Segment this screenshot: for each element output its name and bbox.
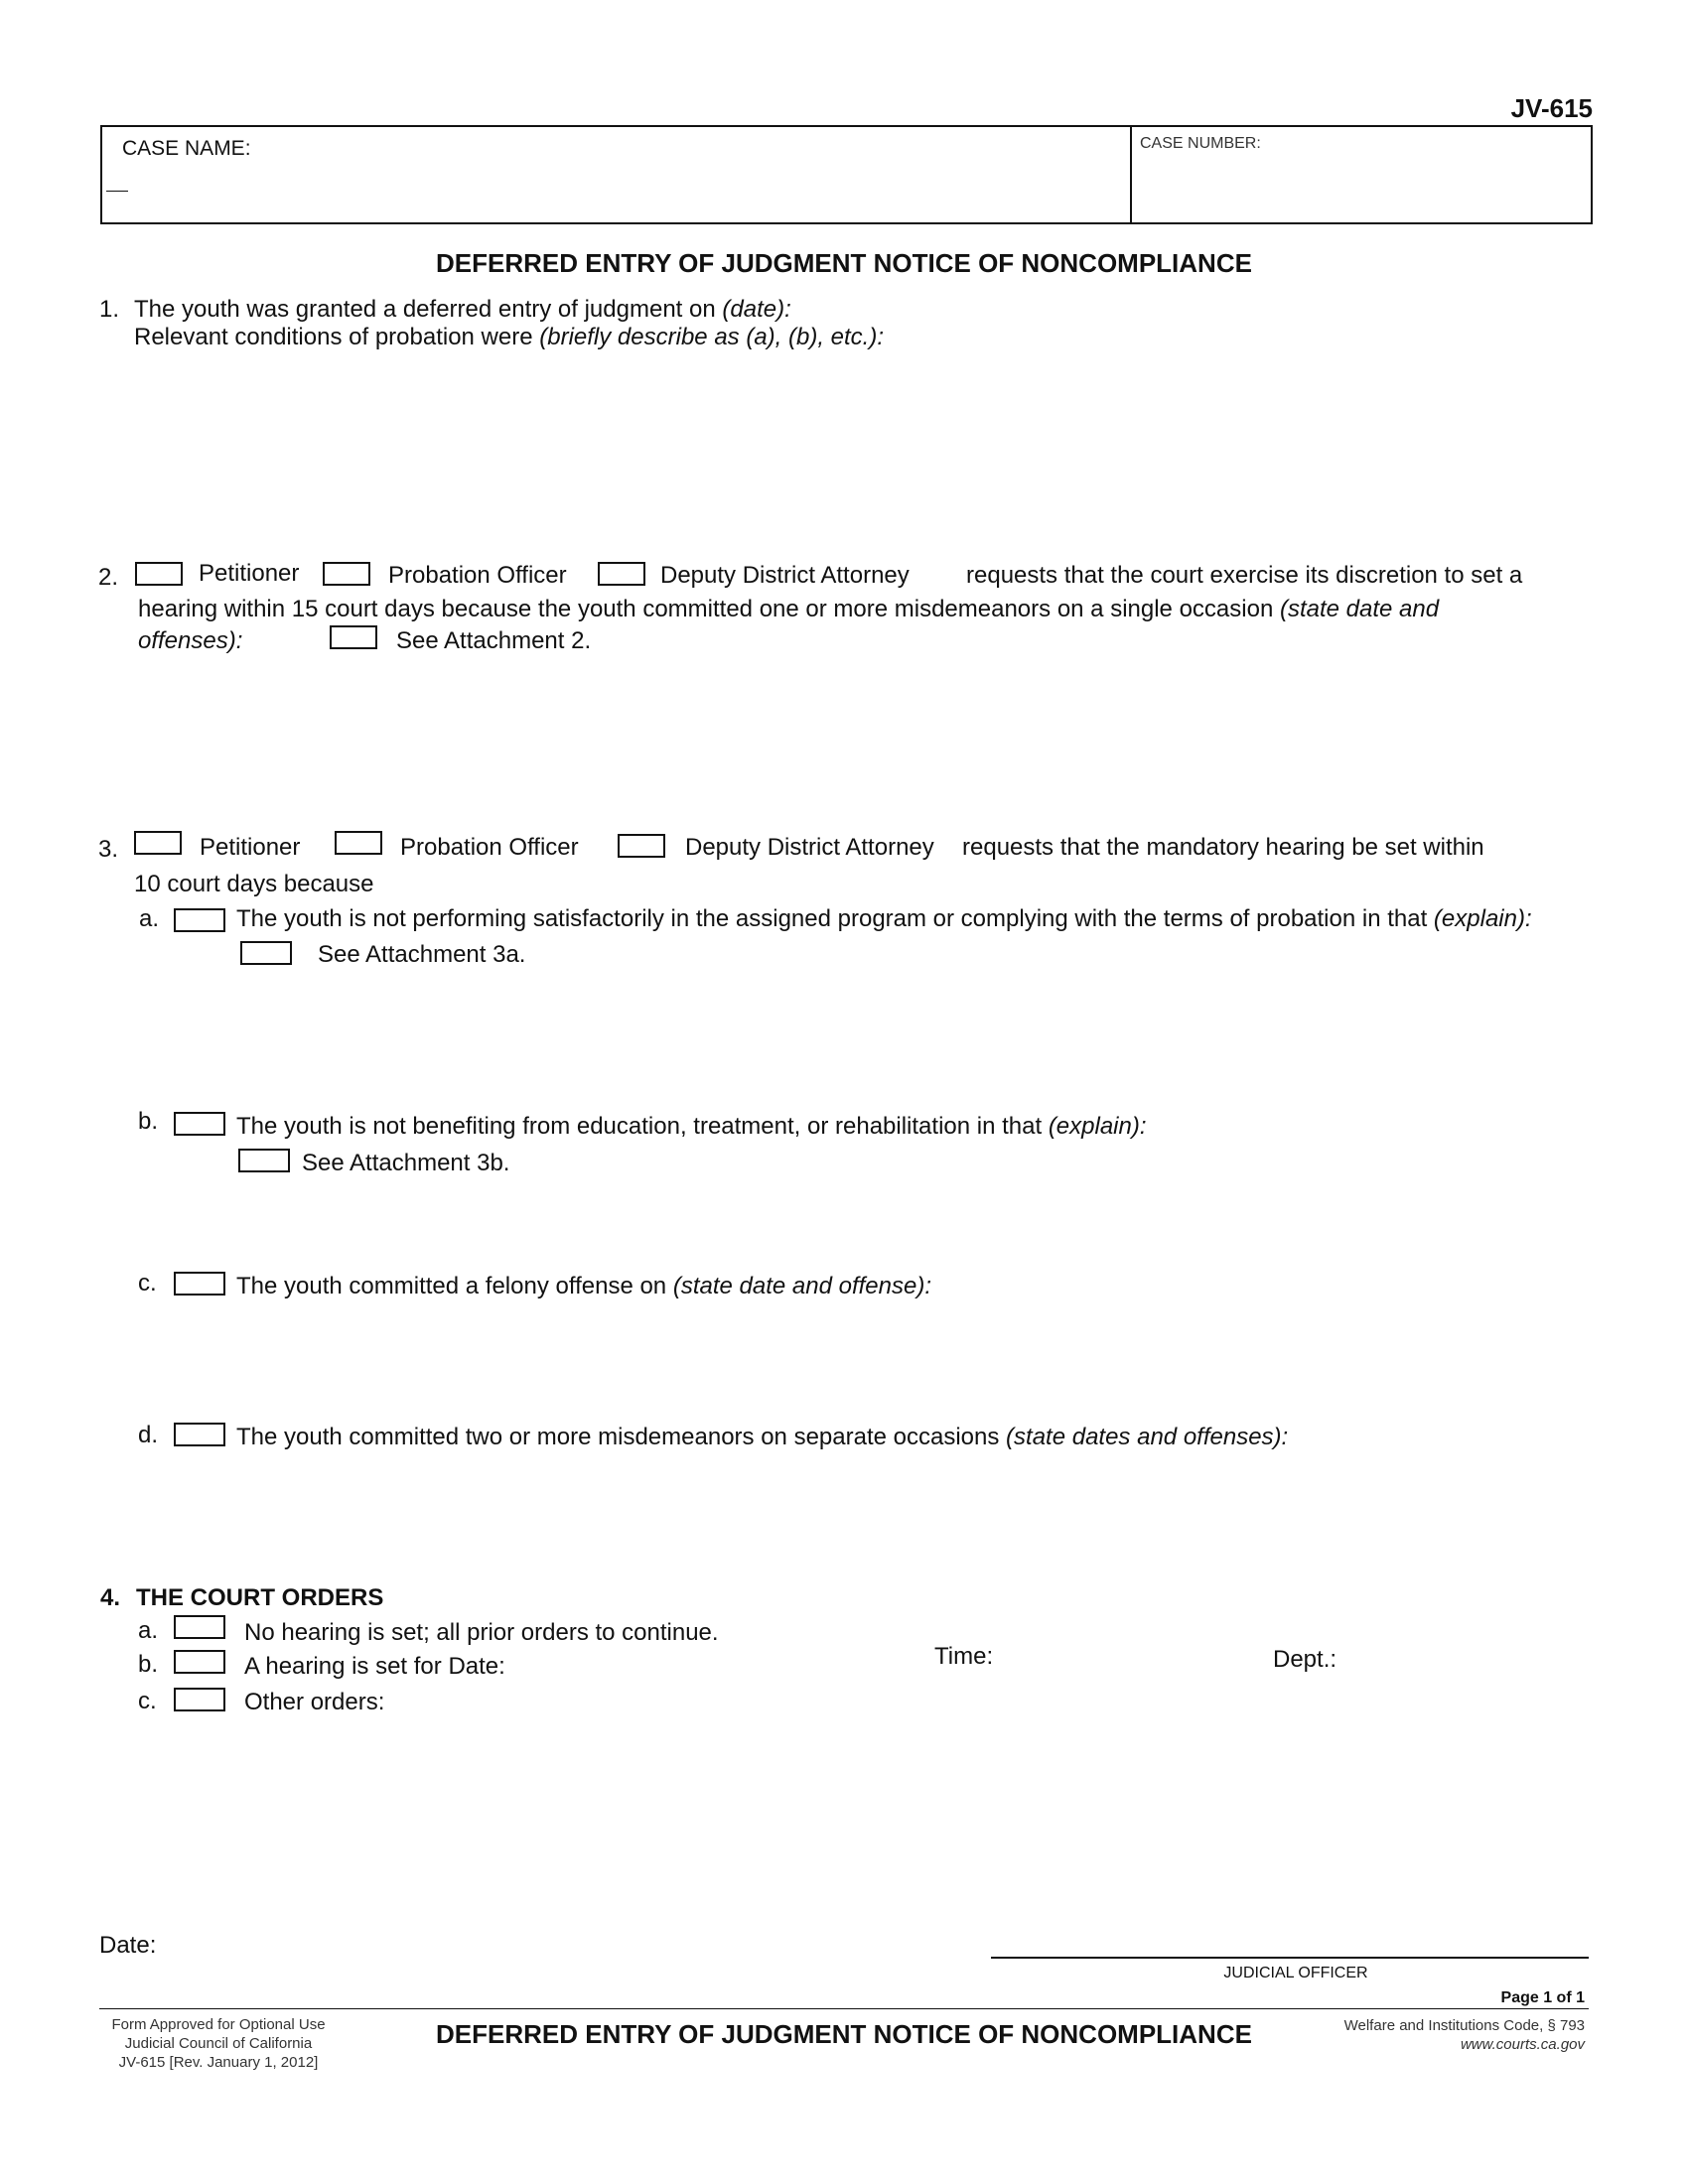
item1-conditions-hint: (briefly describe as (a), (b), etc.): bbox=[539, 324, 885, 350]
item2-hint-part1: (state date and bbox=[1279, 596, 1440, 622]
page-number: Page 1 of 1 bbox=[1500, 1989, 1585, 2006]
item3d-hint: (state dates and offenses): bbox=[1006, 1424, 1289, 1450]
case-name-field[interactable] bbox=[102, 127, 1130, 222]
item2-text-line2: hearing within 15 court days because the youth committed one or more misdemeanors on a single occasion bbox=[138, 596, 1274, 622]
item3c-letter: c. bbox=[138, 1270, 157, 1297]
case-name-underline bbox=[106, 191, 128, 192]
item2-probation-officer-checkbox[interactable] bbox=[323, 562, 370, 586]
item4b-dept-label: Dept.: bbox=[1273, 1646, 1337, 1673]
footer-title: DEFERRED ENTRY OF JUDGMENT NOTICE OF NONCOMPLIANCE bbox=[436, 2019, 1252, 2049]
signature-line[interactable] bbox=[991, 1957, 1589, 1959]
item3c-hint: (state date and offense): bbox=[672, 1273, 931, 1299]
judicial-officer-label: JUDICIAL OFFICER bbox=[1223, 1965, 1368, 1981]
item3d-checkbox[interactable] bbox=[174, 1423, 225, 1446]
case-header-box bbox=[100, 125, 1593, 224]
item3a-hint: (explain): bbox=[1433, 905, 1532, 932]
case-name-label: CASE NAME: bbox=[122, 137, 251, 160]
item3d-line bbox=[236, 1424, 1288, 1451]
item3d-letter: d. bbox=[138, 1422, 159, 1448]
item3-probation-officer-checkbox[interactable] bbox=[335, 831, 382, 855]
item4a-checkbox[interactable] bbox=[174, 1615, 225, 1639]
item4-number: 4. bbox=[100, 1584, 121, 1611]
item3b-attachment-label: See Attachment 3b. bbox=[302, 1150, 510, 1176]
item4b-checkbox[interactable] bbox=[174, 1650, 225, 1674]
item1-text: The youth was granted a deferred entry of judgment on bbox=[134, 296, 716, 323]
item1-conditions-text: Relevant conditions of probation were bbox=[134, 324, 533, 350]
item3b-hint: (explain): bbox=[1048, 1113, 1147, 1140]
item3b-checkbox[interactable] bbox=[174, 1112, 225, 1136]
item3a-attachment-label: See Attachment 3a. bbox=[318, 941, 526, 968]
item3-dda-label: Deputy District Attorney bbox=[685, 834, 934, 861]
item2-line2 bbox=[138, 596, 1439, 623]
item1-line1 bbox=[134, 296, 791, 324]
item3c-checkbox[interactable] bbox=[174, 1272, 225, 1296]
item1-line2 bbox=[134, 324, 884, 351]
item1-number: 1. bbox=[99, 296, 120, 323]
form-id: JV-615 bbox=[1510, 93, 1593, 123]
item3-text-line1: requests that the mandatory hearing be set within bbox=[962, 834, 1484, 861]
item3c-text: The youth committed a felony offense on bbox=[236, 1273, 667, 1299]
item2-attachment-label: See Attachment 2. bbox=[396, 627, 592, 654]
item3-dda-checkbox[interactable] bbox=[618, 834, 665, 858]
item3b-text: The youth is not benefiting from education, treatment, or rehabilitation in that bbox=[236, 1113, 1043, 1140]
footer-website-link[interactable]: www.courts.ca.gov bbox=[1460, 2036, 1585, 2053]
item3d-text: The youth committed two or more misdemeanors on separate occasions bbox=[236, 1424, 1000, 1450]
form-title: DEFERRED ENTRY OF JUDGMENT NOTICE OF NONCOMPLIANCE bbox=[436, 248, 1252, 278]
item3-text-line2: 10 court days because bbox=[134, 871, 374, 897]
item2-text-line1: requests that the court exercise its discretion to set a bbox=[966, 562, 1523, 589]
footer-left-line2: Judicial Council of California bbox=[124, 2035, 313, 2052]
item4c-text: Other orders: bbox=[244, 1689, 385, 1715]
item2-petitioner-label: Petitioner bbox=[199, 560, 300, 587]
item3c-line bbox=[236, 1273, 931, 1300]
item2-petitioner-checkbox[interactable] bbox=[135, 562, 183, 586]
case-number-field[interactable] bbox=[1132, 127, 1591, 222]
item3b-letter: b. bbox=[138, 1108, 159, 1135]
item3a-text: The youth is not performing satisfactorily in the assigned program or complying with the terms of probation in that bbox=[236, 905, 1428, 932]
footer-rule bbox=[99, 2008, 1589, 2009]
item3a-letter: a. bbox=[139, 905, 160, 932]
footer-statute: Welfare and Institutions Code, § 793 bbox=[1343, 2017, 1585, 2034]
item4c-checkbox[interactable] bbox=[174, 1688, 225, 1711]
item4b-text: A hearing is set for Date: bbox=[244, 1653, 505, 1680]
item3b-attachment-checkbox[interactable] bbox=[238, 1149, 290, 1172]
footer-left-line3: JV-615 [Rev. January 1, 2012] bbox=[118, 2054, 319, 2071]
item3b-line bbox=[236, 1113, 1147, 1141]
item3-petitioner-checkbox[interactable] bbox=[134, 831, 182, 855]
item2-number: 2. bbox=[98, 564, 119, 591]
item4c-letter: c. bbox=[138, 1688, 157, 1714]
item4b-time-label: Time: bbox=[934, 1643, 994, 1670]
item2-hint-part2: offenses): bbox=[138, 627, 243, 654]
item2-dda-checkbox[interactable] bbox=[598, 562, 645, 586]
footer-right bbox=[1344, 2016, 1585, 2054]
item4b-letter: b. bbox=[138, 1651, 159, 1678]
item4a-letter: a. bbox=[138, 1617, 159, 1644]
item3-petitioner-label: Petitioner bbox=[200, 834, 301, 861]
date-label: Date: bbox=[99, 1932, 157, 1959]
item2-dda-label: Deputy District Attorney bbox=[660, 562, 910, 589]
item3-number: 3. bbox=[98, 836, 119, 863]
item3a-attachment-checkbox[interactable] bbox=[240, 941, 292, 965]
item4a-text: No hearing is set; all prior orders to continue. bbox=[244, 1619, 719, 1646]
item3a-checkbox[interactable] bbox=[174, 908, 225, 932]
item4-heading: THE COURT ORDERS bbox=[136, 1584, 384, 1611]
case-number-label: CASE NUMBER: bbox=[1140, 135, 1261, 152]
footer-left-line1: Form Approved for Optional Use bbox=[111, 2016, 326, 2033]
item2-probation-officer-label: Probation Officer bbox=[388, 562, 567, 589]
item3a-line bbox=[236, 905, 1532, 933]
item1-date-hint: (date): bbox=[722, 296, 791, 323]
item2-attachment-checkbox[interactable] bbox=[330, 625, 377, 649]
item3-probation-officer-label: Probation Officer bbox=[400, 834, 579, 861]
